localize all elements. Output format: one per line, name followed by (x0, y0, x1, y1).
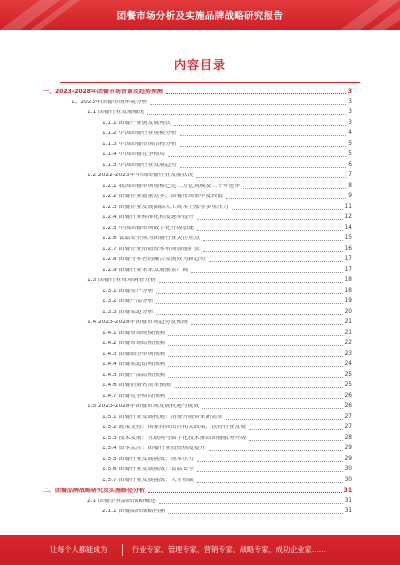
toc-entry-title: 1.5.2 政策支持：国家持续出台相关政策，扶持行业发展 (102, 425, 247, 431)
toc-entry[interactable] (87, 495, 352, 505)
toc-page-number: 29 (344, 445, 352, 452)
toc-entry-title: 1.4.2 团餐市场结构预测 (102, 341, 165, 347)
toc-entry-title: 2.1 团餐企业品牌战略概述 (87, 498, 157, 504)
toc-leader-dots (249, 440, 342, 441)
toc-leader-dots (249, 429, 342, 430)
toc-page-number: 31 (344, 508, 352, 515)
toc-leader-dots (197, 482, 343, 483)
toc-leader-dots (168, 335, 343, 336)
toc-entry-title: 1.2.9 团餐行业未来发展前景广阔 (102, 267, 189, 273)
toc-page-number: 15 (344, 235, 352, 242)
toc-page-number: 12 (344, 214, 352, 221)
toc-entry-title: 1.2.2 团餐企业数量众多，团餐市场集中度较低 (102, 194, 223, 200)
toc-leader-dots (174, 125, 347, 126)
toc-page-number: 30 (344, 466, 352, 473)
toc-page-number: 25 (344, 382, 352, 389)
toc-entry-title: 1.4.5 团餐产品结构预测 (102, 372, 165, 378)
toc-leader-dots (191, 324, 343, 325)
toc-entry-title: 1.3.2 团餐产品分析 (102, 299, 154, 305)
toc-entry[interactable] (102, 180, 352, 190)
toc-entry[interactable] (102, 327, 352, 337)
toc-entry[interactable] (87, 316, 352, 326)
footer-divider (122, 544, 123, 556)
toc-leader-dots (197, 219, 343, 220)
toc-leader-dots (209, 261, 343, 262)
toc-entry-title: 1.4.4 团餐渠道结构预测 (102, 362, 165, 368)
toc-leader-dots (226, 419, 343, 420)
toc-entry-title: 1.3.1 团餐用户分析 (102, 288, 154, 294)
toc-page-number: 16 (344, 245, 352, 252)
footer-tagline: 行业专家、管理专家、营销专家、战略专家、成功企业家…… (132, 545, 327, 554)
toc-entry[interactable] (102, 442, 352, 452)
toc-entry[interactable] (102, 285, 352, 295)
toc-page-number: 11 (344, 203, 352, 210)
toc-page-number: 25 (344, 371, 352, 378)
toc-entry[interactable] (87, 400, 352, 410)
toc-entry[interactable] (102, 337, 352, 347)
toc-entry-title: 1.1.1 团餐产业链发展现状 (102, 120, 171, 126)
toc-leader-dots (168, 513, 343, 514)
toc-page-number: 3 (348, 119, 352, 126)
toc-entry[interactable] (102, 138, 352, 148)
toc-entry[interactable] (87, 274, 352, 284)
toc-entry-title: 二、团餐品牌战略研究及实施路径分析 (43, 488, 146, 494)
toc-entry[interactable] (102, 348, 352, 358)
toc-page-number: 18 (344, 287, 352, 294)
toc-entry[interactable] (102, 369, 352, 379)
toc-entry[interactable] (102, 432, 352, 442)
toc-entry[interactable] (102, 295, 352, 305)
toc-page-number: 3 (348, 109, 352, 116)
toc-entry-title: 1.2.1 我国团餐市场规模已近二万亿规模及二十年进步 (102, 183, 241, 189)
toc-entry-title: 1.4.3 团餐细分市场预测 (102, 351, 165, 357)
footer-slogan: 让每个人都能成为 (50, 545, 108, 554)
toc-entry[interactable] (102, 505, 352, 515)
toc-leader-dots (168, 366, 343, 367)
toc-entry[interactable] (102, 117, 352, 127)
toc-page-number: 22 (344, 340, 352, 347)
toc-entry-title: 1.5.5 团餐行业发展挑战：成本压力 (102, 456, 194, 462)
toc-entry-title: 1.2.5 中国团餐市场数字化升级加速 (102, 225, 194, 231)
toc-entry[interactable] (102, 358, 352, 368)
toc-entry[interactable] (102, 390, 352, 400)
toc-page-number: 27 (344, 424, 352, 431)
toc-leader-dots (203, 251, 343, 252)
toc-page-number: 31 (344, 497, 352, 504)
toc-leader-dots (197, 471, 343, 472)
toc-page-number: 21 (344, 319, 352, 326)
toc-leader-dots (174, 387, 343, 388)
toc-page-number: 3 (347, 88, 352, 95)
toc-entry-title: 1.1.5 中国团餐行业发展趋势 (102, 162, 177, 168)
toc-page-number: 3 (348, 98, 352, 105)
toc-entry[interactable] (102, 159, 352, 169)
toc-leader-dots (202, 408, 342, 409)
toc-page-number: 29 (344, 455, 352, 462)
toc-entry[interactable] (102, 148, 352, 158)
toc-entry[interactable] (102, 411, 352, 421)
toc-entry-title: 1.1.4 中国团餐竞争格局 (102, 152, 165, 158)
toc-entry[interactable] (102, 232, 352, 242)
toc-entry[interactable] (102, 201, 352, 211)
toc-leader-dots (197, 230, 343, 231)
toc-entry-title: 1.5.1 团餐行业发展机遇：消费升级带来新需求 (102, 414, 223, 420)
toc-entry-title: 1.5 2023-2028年团餐市场发展机遇与挑战 (87, 404, 200, 410)
toc-page-number: 4 (348, 130, 352, 137)
toc-leader-dots (168, 345, 343, 346)
toc-entry-title: 1.4.6 团餐消费者需求预测 (102, 383, 171, 389)
toc-entry-title: 1.5.7 团餐行业发展挑战：人才短缺 (102, 477, 194, 483)
toc-entry-title: 1.2.8 团餐与零售的融合发展成为新趋势 (102, 257, 206, 263)
toc-entry-title: 1.4 2023-2028年团餐市场趋势及预测 (87, 320, 188, 326)
toc-entry[interactable] (102, 127, 352, 137)
header-bar (0, 0, 400, 30)
toc-leader-dots (243, 188, 346, 189)
toc-page-number: 5 (348, 151, 352, 158)
toc-page-number: 5 (348, 140, 352, 147)
toc-entry[interactable] (102, 453, 352, 463)
toc-leader-dots (156, 293, 342, 294)
toc-leader-dots (156, 303, 342, 304)
toc-leader-dots (150, 104, 346, 105)
report-title: 团餐市场分析及实施品牌战略研究报告 (116, 11, 284, 22)
toc-leader-dots (196, 177, 346, 178)
toc-entry[interactable] (102, 190, 352, 200)
toc-entry-title: 1、2023年团餐市场环境分析 (71, 99, 148, 105)
toc-page-number: 24 (344, 361, 352, 368)
toc-leader-dots (166, 93, 346, 94)
toc-entry[interactable] (43, 484, 352, 494)
toc-entry[interactable] (102, 463, 352, 473)
toc-entry-title: 1.2 2022-2023年中国团餐行业发展状况 (87, 173, 194, 179)
toc-entry-title: 2.1.1 团餐品牌战略内涵 (102, 509, 165, 515)
toc-entry-title: 1.5.4 资本关注：团餐行业投资热度提升 (102, 446, 206, 452)
toc-entry-title: 1.1 团餐行业发展概况 (87, 110, 145, 116)
toc-page-number: 28 (344, 434, 352, 441)
toc-page-number: 17 (344, 256, 352, 263)
toc-entry[interactable] (87, 106, 352, 116)
toc-entry-title: 1.4.1 团餐市场规模预测 (102, 330, 165, 336)
toc-page-number: 19 (344, 298, 352, 305)
toc-leader-dots (168, 156, 346, 157)
toc-entry-title: 1.4.7 团餐竞争格局预测 (102, 393, 165, 399)
toc-page-number: 9 (348, 193, 352, 200)
toc-entry[interactable] (102, 379, 352, 389)
toc-leader-dots (203, 240, 343, 241)
toc-leader-dots (156, 314, 342, 315)
toc-leader-dots (226, 198, 346, 199)
toc-page-number: 17 (344, 266, 352, 273)
toc-entry[interactable] (71, 96, 352, 106)
toc-leader-dots (197, 461, 343, 462)
toc-heading: 内容目录 (173, 58, 226, 72)
toc-page-number: 26 (344, 392, 352, 399)
toc-leader-dots (147, 114, 346, 115)
toc-entry[interactable] (102, 243, 352, 253)
footer-bar (0, 535, 400, 565)
toc-page-number: 27 (344, 413, 352, 420)
toc-entry-title: 1.1.3 中国团餐市场结构分析 (102, 141, 177, 147)
toc-page-number: 31 (343, 487, 352, 494)
toc-leader-dots (168, 377, 343, 378)
toc-leader-dots (180, 167, 347, 168)
toc-entry-title: 1.3 团餐行业市场调查分析 (87, 278, 157, 284)
toc-entry-title: 1.2.6 食品安全成为团餐行业关注焦点 (102, 236, 200, 242)
toc-entry[interactable] (87, 169, 352, 179)
toc-page-number: 26 (344, 403, 352, 410)
toc-leader-dots (180, 135, 347, 136)
toc-leader-dots (168, 356, 343, 357)
toc-leader-dots (191, 272, 342, 273)
toc-entry-title: 一、2023-2028年团餐市场背景及趋势预测 (43, 89, 163, 95)
toc-page-number: 14 (344, 224, 352, 231)
toc-entry-title: 1.2.3 团餐企业发展面临人工成本上涨等多重压力 (102, 204, 229, 210)
toc-entry[interactable] (102, 474, 352, 484)
toc-entry-title: 1.2.4 团餐行业标准化程度逐步提升 (102, 215, 194, 221)
toc-entry[interactable] (102, 306, 352, 316)
toc-page-number: 30 (344, 476, 352, 483)
toc-entry-title: 1.1.2 中国团餐行业规模分析 (102, 131, 177, 137)
toc-entry-title: 1.5.6 团餐行业发展挑战：食品安全 (102, 467, 194, 473)
toc-divider (60, 82, 360, 83)
toc-entry-title: 1.3.3 团餐渠道分析 (102, 309, 154, 315)
toc-leader-dots (232, 209, 343, 210)
toc-page-number: 21 (344, 329, 352, 336)
toc-entry[interactable] (102, 253, 352, 263)
toc-entry[interactable] (102, 421, 352, 431)
toc-leader-dots (168, 398, 343, 399)
toc-page-number: 8 (348, 182, 352, 189)
toc-entry[interactable] (102, 222, 352, 232)
toc-leader-dots (148, 492, 342, 493)
toc-leader-dots (209, 450, 343, 451)
toc-entry[interactable] (102, 211, 352, 221)
toc-entry-title: 1.2.7 团餐企业借助资本市场加速扩张 (102, 246, 200, 252)
toc-leader-dots (159, 282, 343, 283)
toc-leader-dots (159, 503, 343, 504)
toc-page-number: 7 (348, 172, 352, 179)
toc-entry[interactable] (43, 85, 352, 95)
toc-leader-dots (180, 146, 347, 147)
toc-page-number: 23 (344, 350, 352, 357)
toc-entry-title: 1.5.3 技术发展：互联网与数字化技术推动团餐服务升级 (102, 435, 247, 441)
toc-page-number: 6 (348, 161, 352, 168)
toc-page-number: 20 (344, 308, 352, 315)
toc-page-number: 18 (344, 277, 352, 284)
toc-entry[interactable] (102, 264, 352, 274)
